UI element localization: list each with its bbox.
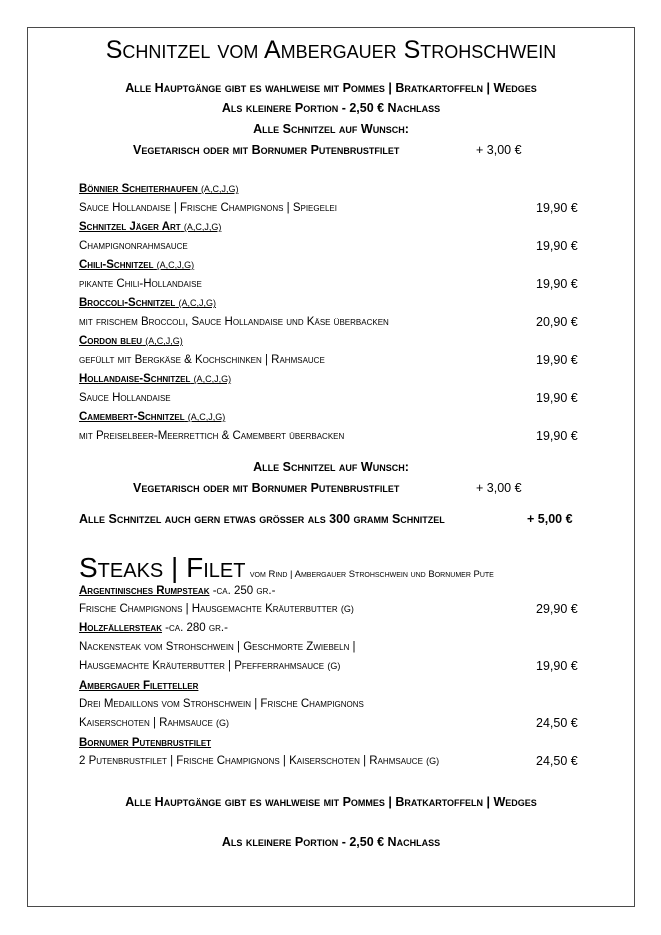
dish-price: 19,90 €	[536, 277, 578, 291]
dish-price: 19,90 €	[536, 239, 578, 253]
allergen-info: (A,C,J,G)	[183, 222, 222, 232]
dish-description: mit Preiselbeer-Meerrettich & Camembert überbacken	[79, 430, 345, 442]
dish-name: Bönnier Scheiterhaufen (A,C,J,G)	[79, 183, 239, 195]
dish-description: gefüllt mit Bergkäse & Kochschinken | Rahmsauce	[79, 354, 325, 366]
dish-price: 19,90 €	[536, 659, 578, 673]
steaks-title: Steaks | Filet	[79, 552, 246, 583]
vegetarian-option-price: + 3,00 €	[476, 143, 522, 157]
dish-price: 19,90 €	[536, 353, 578, 367]
allergen-info: (A,C,J,G)	[200, 184, 239, 194]
dish-name: Argentinisches Rumpsteak -ca. 250 gr.-	[79, 585, 276, 597]
dish-description: Champignonrahmsauce	[79, 240, 188, 252]
small-portion-note: Als kleinere Portion - 2,50 € Nachlass	[221, 101, 441, 115]
vegetarian-option-repeat-price: + 3,00 €	[476, 481, 522, 495]
wish-note-repeat: Alle Schnitzel auf Wunsch:	[253, 460, 409, 474]
allergen-info: (A,C,J,G)	[193, 374, 232, 384]
dish-price: 19,90 €	[536, 429, 578, 443]
vegetarian-option: Vegetarisch oder mit Bornumer Putenbrustfilet	[133, 143, 400, 157]
dish-description-line2: Kaiserschoten | Rahmsauce (G)	[79, 717, 230, 729]
dish-description: Nackensteak vom Strohschwein | Geschmorte Zwiebeln |	[79, 641, 356, 653]
bigger-schnitzel-note: Alle Schnitzel auch gern etwas größer als 300 gramm Schnitzel	[79, 512, 445, 526]
dish-description: mit frischem Broccoli, Sauce Hollandaise und Käse überbacken	[79, 316, 389, 328]
dish-name: Ambergauer Filetteller	[79, 680, 199, 692]
dish-name: Schnitzel Jäger Art (A,C,J,G)	[79, 221, 222, 233]
dish-price: 24,50 €	[536, 716, 578, 730]
vegetarian-option-repeat: Vegetarisch oder mit Bornumer Putenbrustfilet	[133, 481, 400, 495]
allergen-info: (A,C,J,G)	[178, 298, 216, 308]
allergen-info: (A,C,J,G)	[156, 260, 195, 270]
allergen-info: (G)	[327, 661, 341, 671]
dish-price: 24,50 €	[536, 754, 578, 768]
steaks-subtitle: vom Rind | Ambergauer Strohschwein und Bornumer Pute	[249, 569, 494, 580]
dish-name: Camembert-Schnitzel (A,C,J,G)	[79, 411, 226, 423]
dish-price: 20,90 €	[536, 315, 578, 329]
allergen-info: (G)	[426, 756, 440, 766]
bigger-schnitzel-price: + 5,00 €	[527, 512, 573, 526]
dish-description: Sauce Hollandaise	[79, 392, 171, 404]
dish-name: Chili-Schnitzel (A,C,J,G)	[79, 259, 195, 271]
dish-price: 19,90 €	[536, 391, 578, 405]
dish-description-line2: Hausgemachte Kräuterbutter | Pfefferrahmsauce (G)	[79, 660, 341, 672]
dish-price: 19,90 €	[536, 201, 578, 215]
dish-description: Sauce Hollandaise | Frische Champignons | Spiegelei	[79, 202, 337, 214]
sides-note: Alle Hauptgänge gibt es wahlweise mit Pommes | Bratkartoffeln | Wedges	[125, 81, 537, 95]
dish-price: 29,90 €	[536, 602, 578, 616]
dish-name: Holzfällersteak -ca. 280 gr.-	[79, 622, 228, 634]
dish-description: Frische Champignons | Hausgemachte Kräuterbutter (G)	[79, 603, 354, 615]
footer-small-portion-note: Als kleinere Portion - 2,50 € Nachlass	[221, 835, 441, 849]
dish-description: 2 Putenbrustfilet | Frische Champignons | Kaiserschoten | Rahmsauce (G)	[79, 755, 440, 767]
dish-name: Hollandaise-Schnitzel (A,C,J,G)	[79, 373, 232, 385]
footer-sides-note: Alle Hauptgänge gibt es wahlweise mit Pommes | Bratkartoffeln | Wedges	[125, 795, 537, 809]
dish-name: Cordon bleu (A,C,J,G)	[79, 335, 183, 347]
wish-note: Alle Schnitzel auf Wunsch:	[253, 122, 409, 136]
allergen-info: (G)	[340, 604, 354, 614]
dish-name: Broccoli-Schnitzel (A,C,J,G)	[79, 297, 216, 309]
allergen-info: (A,C,J,G)	[187, 412, 226, 422]
steaks-heading	[79, 552, 494, 584]
page-title: Schnitzel vom Ambergauer Strohschwein	[105, 36, 557, 64]
allergen-info: (A,C,J,G)	[145, 336, 183, 346]
allergen-info: (G)	[216, 718, 230, 728]
dish-description: Drei Medaillons vom Strohschwein | Frische Champignons	[79, 698, 364, 710]
dish-name: Bornumer Putenbrustfilet	[79, 737, 212, 749]
dish-description: pikante Chili-Hollandaise	[79, 278, 202, 290]
